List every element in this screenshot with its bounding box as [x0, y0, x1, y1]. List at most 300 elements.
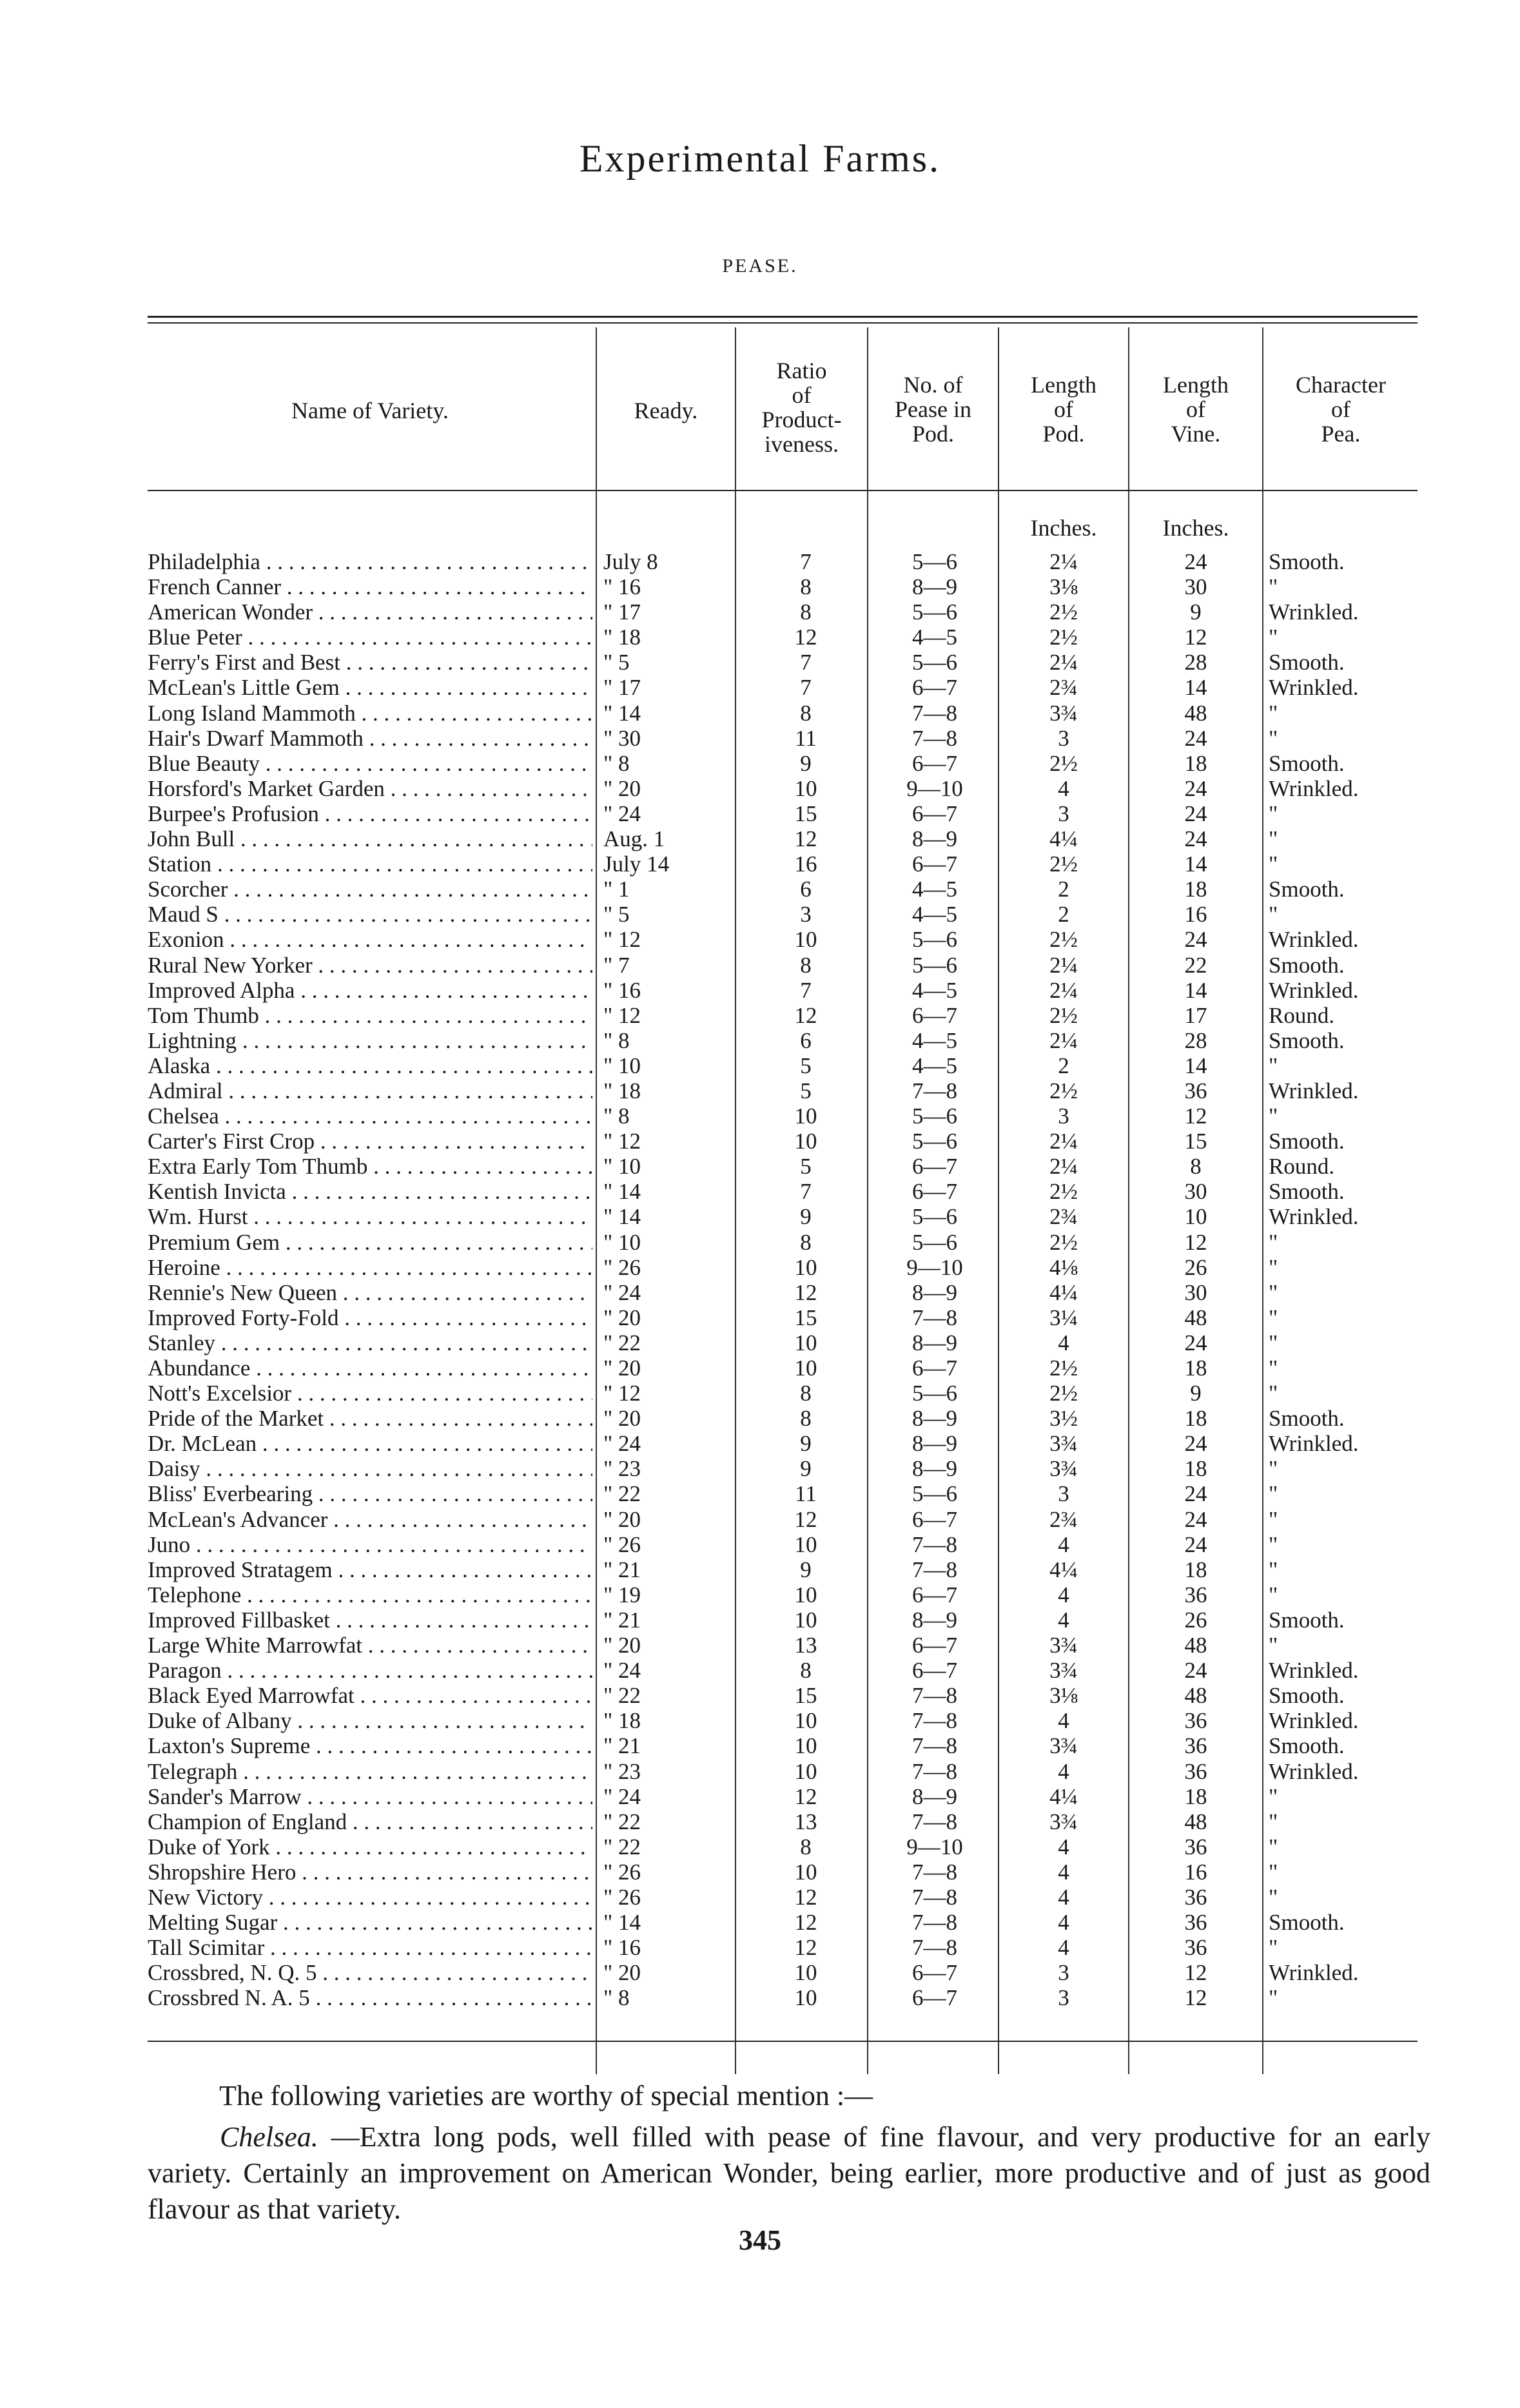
vine-length: 36: [1184, 1733, 1207, 1759]
productiveness-ratio: 10: [794, 1531, 817, 1557]
pod-length: 3: [1058, 1103, 1069, 1129]
vine-length: 12: [1184, 1985, 1207, 2011]
table-row: [0, 1985, 1520, 2010]
pod-length: 4: [1058, 1834, 1069, 1859]
productiveness-ratio: 12: [794, 1935, 817, 1961]
vine-length: 24: [1184, 725, 1207, 751]
productiveness-ratio: 11: [795, 725, 817, 751]
ready-date: " 17: [603, 675, 641, 701]
productiveness-ratio: 10: [794, 1330, 817, 1355]
vine-length: 8: [1190, 1154, 1202, 1180]
variety-name: Abundance . . .: [148, 1355, 592, 1381]
ready-date: Aug. 1: [603, 826, 665, 852]
table-row: [0, 1759, 1520, 1784]
variety-name: Crossbred, N. Q. 5 . . .: [148, 1960, 592, 1985]
variety-name: Sander's Marrow . . .: [148, 1784, 592, 1809]
vine-length: 30: [1184, 1279, 1207, 1305]
vine-length: 36: [1184, 1758, 1207, 1784]
pod-length: 3¾: [1049, 1633, 1078, 1658]
ready-date: " 14: [603, 1204, 641, 1230]
pod-length: 2¾: [1049, 1506, 1078, 1532]
vine-length: 36: [1184, 1582, 1207, 1607]
header-pease-line: Pod.: [911, 421, 955, 447]
header-ratio-line: Product-: [761, 407, 842, 432]
header-pease-line: Pease in: [895, 396, 971, 422]
ready-date: " 23: [603, 1456, 641, 1482]
variety-table-body: [0, 549, 1520, 2010]
vine-length: 24: [1184, 1506, 1207, 1532]
vine-length: 12: [1184, 1229, 1207, 1255]
pease-count: 6—7: [912, 1154, 957, 1180]
ready-date: " 8: [603, 1027, 630, 1053]
table-row: [0, 851, 1520, 877]
pea-character: Wrinkled.: [1269, 1431, 1359, 1457]
variety-name: Admiral . . .: [148, 1078, 592, 1103]
ready-date: " 23: [603, 1758, 641, 1784]
vine-length: 18: [1184, 1406, 1207, 1432]
ready-date: " 20: [603, 1406, 641, 1432]
productiveness-ratio: 12: [794, 1910, 817, 1936]
productiveness-ratio: 15: [794, 801, 817, 826]
table-row: [0, 1255, 1520, 1280]
table-row: [0, 1607, 1520, 1633]
table-row: [0, 1179, 1520, 1204]
pod-length: 3¾: [1049, 1658, 1078, 1684]
header-ratio-line: of: [792, 382, 812, 408]
table-row: [0, 1330, 1520, 1355]
productiveness-ratio: 15: [794, 1683, 817, 1709]
variety-name: Paragon . . .: [148, 1658, 592, 1683]
ready-date: " 8: [603, 1103, 630, 1129]
variety-name: Hair's Dwarf Mammoth . . .: [148, 726, 592, 751]
units-vine: Inches.: [1162, 515, 1229, 541]
vine-length: 9: [1190, 599, 1202, 625]
pease-count: 6—7: [912, 1633, 957, 1658]
productiveness-ratio: 10: [794, 1733, 817, 1759]
pease-count: 5—6: [912, 1103, 957, 1129]
pea-character: Wrinkled.: [1269, 675, 1359, 701]
ready-date: " 10: [603, 1229, 641, 1255]
variety-name: Extra Early Tom Thumb . . .: [148, 1154, 592, 1179]
productiveness-ratio: 13: [794, 1633, 817, 1658]
ready-date: " 16: [603, 977, 641, 1003]
pease-count: 8—9: [912, 1279, 957, 1305]
variety-name: Nott's Excelsior . . .: [148, 1381, 592, 1406]
pease-count: 5—6: [912, 1129, 957, 1154]
variety-name: McLean's Little Gem . . .: [148, 675, 592, 700]
header-vine: [1129, 373, 1262, 446]
ready-date: " 18: [603, 1078, 641, 1103]
pease-count: 7—8: [912, 1809, 957, 1834]
bottom-rule: [148, 2041, 1418, 2042]
productiveness-ratio: 10: [794, 1129, 817, 1154]
header-vine-line: Vine.: [1171, 421, 1221, 447]
pea-character: ": [1269, 1229, 1278, 1255]
ready-date: " 20: [603, 1506, 641, 1532]
productiveness-ratio: 13: [794, 1809, 817, 1834]
variety-name: Station . . .: [148, 851, 592, 877]
vine-length: 16: [1184, 902, 1207, 927]
table-row: [0, 1557, 1520, 1582]
variety-name: Alaska . . .: [148, 1053, 592, 1078]
pease-count: 6—7: [912, 750, 957, 776]
productiveness-ratio: 8: [800, 700, 812, 726]
header-character-line: of: [1331, 396, 1350, 422]
table-row: [0, 1028, 1520, 1053]
table-row: [0, 1683, 1520, 1708]
header-name: Name of Variety.: [291, 398, 449, 423]
header-ratio: [736, 358, 867, 456]
productiveness-ratio: 10: [794, 927, 817, 953]
ready-date: " 12: [603, 1002, 641, 1028]
vine-length: 14: [1184, 675, 1207, 701]
vine-length: 10: [1184, 1204, 1207, 1230]
pease-count: 4—5: [912, 877, 957, 902]
variety-name: Telephone . . .: [148, 1582, 592, 1607]
pease-count: 4—5: [912, 902, 957, 927]
productiveness-ratio: 10: [794, 1582, 817, 1607]
table-row: [0, 599, 1520, 625]
pod-length: 4: [1058, 1531, 1069, 1557]
pod-length: 2½: [1049, 1078, 1078, 1103]
ready-date: " 7: [603, 952, 630, 978]
pod-length: 3: [1058, 725, 1069, 751]
table-row: [0, 1204, 1520, 1229]
variety-name: Duke of York . . .: [148, 1834, 592, 1859]
pease-count: 5—6: [912, 1204, 957, 1230]
pea-character: Wrinkled.: [1269, 1658, 1359, 1684]
vine-length: 48: [1184, 700, 1207, 726]
pea-character: ": [1269, 1481, 1278, 1507]
pease-count: 8—9: [912, 1330, 957, 1355]
ready-date: " 26: [603, 1884, 641, 1910]
vine-length: 36: [1184, 1078, 1207, 1103]
table-row: [0, 1078, 1520, 1103]
vine-length: 22: [1184, 952, 1207, 978]
pease-count: 6—7: [912, 1985, 957, 2011]
ready-date: " 30: [603, 725, 641, 751]
productiveness-ratio: 6: [800, 877, 812, 902]
table-row: [0, 1582, 1520, 1607]
pod-length: 2: [1058, 877, 1069, 902]
header-vine-line: Length: [1163, 372, 1229, 398]
pea-character: Smooth.: [1269, 1406, 1345, 1432]
productiveness-ratio: 9: [800, 750, 812, 776]
pod-length: 4¼: [1049, 1783, 1078, 1809]
pease-count: 4—5: [912, 977, 957, 1003]
ready-date: " 21: [603, 1607, 641, 1633]
ready-date: " 22: [603, 1809, 641, 1834]
vine-length: 24: [1184, 775, 1207, 801]
table-row: [0, 1481, 1520, 1506]
footer-variety: Chelsea.: [220, 2121, 318, 2153]
table-row: [0, 953, 1520, 978]
productiveness-ratio: 10: [794, 1859, 817, 1885]
vine-length: 15: [1184, 1129, 1207, 1154]
table-row: [0, 1708, 1520, 1733]
ready-date: " 19: [603, 1582, 641, 1607]
header-vine-line: of: [1186, 396, 1205, 422]
productiveness-ratio: 10: [794, 1355, 817, 1381]
productiveness-ratio: 5: [800, 1053, 812, 1078]
productiveness-ratio: 10: [794, 1103, 817, 1129]
pea-character: ": [1269, 1809, 1278, 1834]
pease-count: 5—6: [912, 650, 957, 675]
productiveness-ratio: 8: [800, 952, 812, 978]
pod-length: 4: [1058, 1582, 1069, 1607]
variety-name: Black Eyed Marrowfat . . .: [148, 1683, 592, 1708]
pea-character: Smooth.: [1269, 549, 1345, 574]
vine-length: 24: [1184, 1658, 1207, 1684]
header-pease: [868, 373, 998, 446]
pea-character: Wrinkled.: [1269, 927, 1359, 953]
productiveness-ratio: 7: [800, 977, 812, 1003]
ready-date: " 10: [603, 1154, 641, 1180]
pea-character: ": [1269, 574, 1278, 600]
variety-name: Champion of England . . .: [148, 1809, 592, 1834]
table-row: [0, 650, 1520, 675]
page-number: 345: [739, 2224, 781, 2256]
ready-date: " 20: [603, 1355, 641, 1381]
pod-length: 3½: [1049, 1406, 1078, 1432]
pod-length: 2½: [1049, 625, 1078, 650]
pea-character: ": [1269, 826, 1278, 852]
pod-length: 3: [1058, 1481, 1069, 1507]
table-row: [0, 1003, 1520, 1028]
table-row: [0, 826, 1520, 851]
section-title: PEASE.: [722, 255, 798, 277]
pod-length: 3¾: [1049, 1431, 1078, 1457]
ready-date: July 14: [603, 851, 670, 877]
ready-date: " 18: [603, 625, 641, 650]
pod-length: 4: [1058, 1758, 1069, 1784]
variety-name: Bliss' Everbearing . . .: [148, 1481, 592, 1506]
pease-count: 8—9: [912, 1607, 957, 1633]
pea-character: Smooth.: [1269, 750, 1345, 776]
productiveness-ratio: 10: [794, 1985, 817, 2011]
ready-date: " 20: [603, 1960, 641, 1986]
pod-length: 4¼: [1049, 1279, 1078, 1305]
pease-count: 4—5: [912, 1053, 957, 1078]
variety-name: Long Island Mammoth . . .: [148, 701, 592, 726]
pease-count: 7—8: [912, 1531, 957, 1557]
footer-text: —Extra long pods, well filled with pease of fine flavour, and very productive for an early variety. Certainly an improvement on American Wonder, being earlier, more productive and of just as good flavour as that variety.: [148, 2121, 1431, 2225]
pease-count: 4—5: [912, 625, 957, 650]
table-row: [0, 1381, 1520, 1406]
pod-length: 3⅛: [1049, 1683, 1078, 1709]
variety-name: Improved Forty-Fold . . .: [148, 1305, 592, 1330]
table-row: [0, 675, 1520, 700]
pod-length: 2¼: [1049, 1129, 1078, 1154]
ready-date: " 24: [603, 1783, 641, 1809]
table-row: [0, 1280, 1520, 1305]
table-row: [0, 877, 1520, 902]
pea-character: ": [1269, 1053, 1278, 1078]
pea-character: Wrinkled.: [1269, 1960, 1359, 1986]
productiveness-ratio: 9: [800, 1456, 812, 1482]
ready-date: " 20: [603, 775, 641, 801]
pod-length: 2: [1058, 1053, 1069, 1078]
productiveness-ratio: 16: [794, 851, 817, 877]
pea-character: ": [1269, 851, 1278, 877]
ready-date: " 26: [603, 1859, 641, 1885]
variety-name: Horsford's Market Garden . . .: [148, 776, 592, 801]
pease-count: 7—8: [912, 1884, 957, 1910]
table-row: [0, 1960, 1520, 1985]
pease-count: 8—9: [912, 1456, 957, 1482]
productiveness-ratio: 7: [800, 549, 812, 574]
pease-count: 6—7: [912, 1658, 957, 1684]
pea-character: Wrinkled.: [1269, 1078, 1359, 1103]
productiveness-ratio: 7: [800, 650, 812, 675]
vine-length: 24: [1184, 549, 1207, 574]
ready-date: " 20: [603, 1633, 641, 1658]
top-rule-inner: [148, 322, 1418, 324]
productiveness-ratio: 8: [800, 1381, 812, 1406]
pease-count: 8—9: [912, 1431, 957, 1457]
pod-length: 4: [1058, 1708, 1069, 1734]
vine-length: 14: [1184, 851, 1207, 877]
pease-count: 7—8: [912, 1859, 957, 1885]
pod-length: 3¾: [1049, 1809, 1078, 1834]
pease-count: 4—5: [912, 1027, 957, 1053]
vine-length: 18: [1184, 1783, 1207, 1809]
pease-count: 5—6: [912, 549, 957, 574]
ready-date: " 16: [603, 1935, 641, 1961]
variety-name: Blue Beauty . . .: [148, 751, 592, 776]
productiveness-ratio: 10: [794, 1607, 817, 1633]
table-row: [0, 1305, 1520, 1330]
pea-character: Smooth.: [1269, 1910, 1345, 1936]
table-row: [0, 1406, 1520, 1431]
variety-name: Premium Gem . . .: [148, 1230, 592, 1255]
productiveness-ratio: 5: [800, 1154, 812, 1180]
pod-length: 2½: [1049, 750, 1078, 776]
variety-name: New Victory . . .: [148, 1885, 592, 1910]
pea-character: ": [1269, 1531, 1278, 1557]
ready-date: July 8: [603, 549, 658, 574]
pease-count: 6—7: [912, 1582, 957, 1607]
pea-character: ": [1269, 1279, 1278, 1305]
table-row: [0, 549, 1520, 574]
table-row: [0, 1507, 1520, 1532]
vine-length: 18: [1184, 1557, 1207, 1582]
variety-name: Laxton's Supreme . . .: [148, 1733, 592, 1758]
pea-character: Wrinkled.: [1269, 599, 1359, 625]
pease-count: 7—8: [912, 1758, 957, 1784]
table-row: [0, 751, 1520, 776]
pea-character: Smooth.: [1269, 1607, 1345, 1633]
pod-length: 2¾: [1049, 1204, 1078, 1230]
vine-length: 24: [1184, 826, 1207, 852]
table-row: [0, 1129, 1520, 1154]
vine-length: 36: [1184, 1708, 1207, 1734]
header-character: [1263, 373, 1418, 446]
pea-character: ": [1269, 1834, 1278, 1859]
ready-date: " 17: [603, 599, 641, 625]
productiveness-ratio: 12: [794, 826, 817, 852]
header-pod-line: Length: [1031, 372, 1096, 398]
variety-name: Improved Alpha . . .: [148, 978, 592, 1003]
pea-character: ": [1269, 725, 1278, 751]
pease-count: 9—10: [906, 1254, 963, 1280]
pease-count: 7—8: [912, 725, 957, 751]
table-row: [0, 776, 1520, 801]
vine-length: 18: [1184, 750, 1207, 776]
pod-length: 2¼: [1049, 549, 1078, 574]
variety-name: Large White Marrowfat . . .: [148, 1633, 592, 1658]
vine-length: 12: [1184, 625, 1207, 650]
productiveness-ratio: 12: [794, 1279, 817, 1305]
table-row: [0, 625, 1520, 650]
variety-name: French Canner . . .: [148, 574, 592, 599]
variety-name: Duke of Albany . . .: [148, 1708, 592, 1733]
table-row: [0, 1230, 1520, 1255]
pea-character: Smooth.: [1269, 650, 1345, 675]
pod-length: 3¾: [1049, 1456, 1078, 1482]
vine-length: 28: [1184, 650, 1207, 675]
pea-character: Smooth.: [1269, 1129, 1345, 1154]
vine-length: 17: [1184, 1002, 1207, 1028]
ready-date: " 22: [603, 1834, 641, 1859]
pod-length: 2½: [1049, 1381, 1078, 1406]
pease-count: 5—6: [912, 599, 957, 625]
header-pod: [999, 373, 1128, 446]
productiveness-ratio: 10: [794, 1960, 817, 1986]
pease-count: 7—8: [912, 1708, 957, 1734]
pod-length: 2¼: [1049, 977, 1078, 1003]
variety-name: Daisy . . .: [148, 1456, 592, 1481]
table-row: [0, 1355, 1520, 1381]
pea-character: ": [1269, 1305, 1278, 1330]
productiveness-ratio: 12: [794, 625, 817, 650]
table-row: [0, 1809, 1520, 1834]
vine-length: 24: [1184, 801, 1207, 826]
variety-name: Wm. Hurst . . .: [148, 1204, 592, 1229]
variety-name: Pride of the Market . . .: [148, 1406, 592, 1431]
vine-length: 48: [1184, 1633, 1207, 1658]
header-pod-line: of: [1054, 396, 1073, 422]
ready-date: " 22: [603, 1683, 641, 1709]
variety-name: Carter's First Crop . . .: [148, 1129, 592, 1154]
vine-length: 28: [1184, 1027, 1207, 1053]
variety-name: Blue Peter . . .: [148, 625, 592, 650]
pod-length: 4⅛: [1049, 1254, 1078, 1280]
productiveness-ratio: 5: [800, 1078, 812, 1103]
variety-name: McLean's Advancer . . .: [148, 1507, 592, 1532]
pease-count: 5—6: [912, 1381, 957, 1406]
variety-name: Maud S . . .: [148, 902, 592, 927]
pea-character: ": [1269, 1935, 1278, 1961]
vine-length: 26: [1184, 1607, 1207, 1633]
header-ratio-line: iveness.: [765, 431, 839, 457]
vine-length: 12: [1184, 1103, 1207, 1129]
productiveness-ratio: 9: [800, 1557, 812, 1582]
table-row: [0, 1431, 1520, 1456]
variety-name: Ferry's First and Best . . .: [148, 650, 592, 675]
ready-date: " 21: [603, 1733, 641, 1759]
productiveness-ratio: 6: [800, 1027, 812, 1053]
table-row: [0, 1885, 1520, 1910]
pease-count: 7—8: [912, 1733, 957, 1759]
pod-length: 2½: [1049, 927, 1078, 953]
table-row: [0, 1053, 1520, 1078]
vine-length: 12: [1184, 1960, 1207, 1986]
pease-count: 6—7: [912, 851, 957, 877]
pea-character: ": [1269, 1884, 1278, 1910]
variety-name: Burpee's Profusion . . .: [148, 801, 592, 826]
productiveness-ratio: 15: [794, 1305, 817, 1330]
